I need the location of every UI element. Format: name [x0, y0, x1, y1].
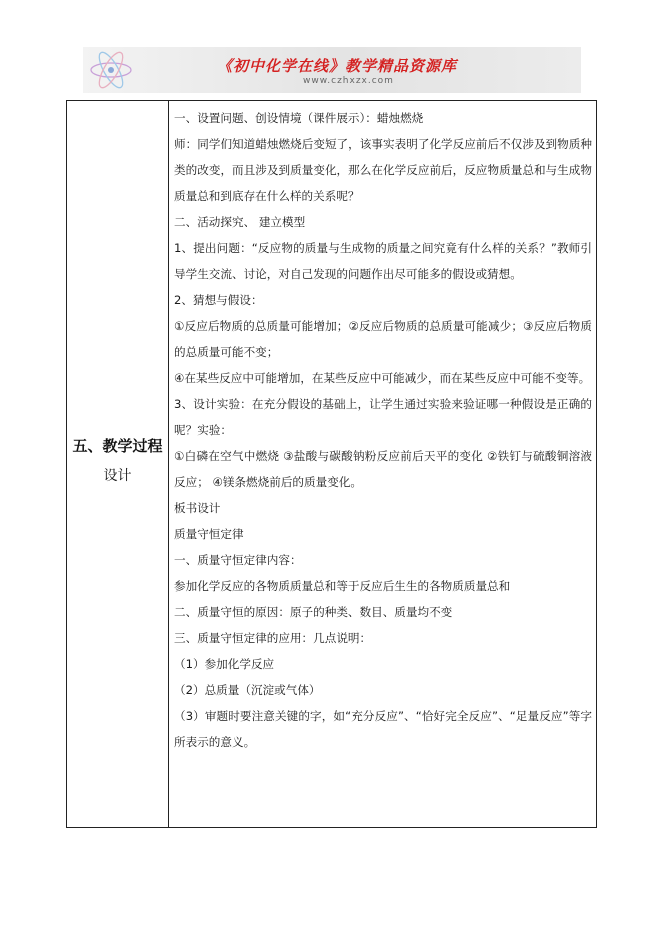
lesson-table — [66, 100, 597, 828]
content-line: ①白磷在空气中燃烧 ③盐酸与碳酸钠粉反应前后天平的变化 ②铁钉与硫酸铜溶液反应； ④镁条燃烧前后的质量变化。 — [174, 449, 592, 489]
content-line: 一、质量守恒定律内容： — [174, 553, 302, 567]
content-line: 二、活动探究、 建立模型 — [174, 215, 306, 229]
column-divider — [168, 101, 169, 827]
content-line: ①反应后物质的总质量可能增加；②反应后物质的总质量可能减少；③反应后物质的总质量可能不变； — [174, 319, 592, 359]
lesson-content — [174, 105, 592, 755]
content-line: 质量守恒定律 — [174, 527, 244, 541]
content-line: （3）审题时要注意关键的字，如“充分反应”、“恰好完全反应”、“足量反应”等字所表示的意义。 — [174, 709, 592, 749]
header-url: www.czhxzx.com — [303, 76, 394, 86]
content-line: ④在某些反应中可能增加，在某些反应中可能减少，而在某些反应中可能不变等。 — [174, 371, 591, 385]
section-label — [67, 431, 168, 491]
content-line: 师：同学们知道蜡烛燃烧后变短了，该事实表明了化学反应前后不仅涉及到物质种类的改变，而且涉及到质量变化，那么在化学反应前后，反应物质量总和与生成物质量总和到底存在什么样的关系呢？ — [174, 137, 592, 203]
content-line: 3、设计实验：在充分假设的基础上，让学生通过实验来验证哪一种假设是正确的呢？实验： — [174, 397, 592, 437]
content-line: 一、设置问题、创设情境（课件展示）：蜡烛燃烧 — [174, 111, 424, 125]
header-title: 《初中化学在线》教学精品资源库 — [217, 57, 458, 75]
content-line: 三、质量守恒定律的应用：几点说明： — [174, 631, 372, 645]
content-line: 参加化学反应的各物质质量总和等于反应后生生的各物质质量总和 — [174, 579, 511, 593]
section-label-subtitle: 设计 — [103, 468, 132, 484]
header-banner — [83, 47, 581, 93]
content-line: （1）参加化学反应 — [174, 657, 275, 671]
content-line: 二、质量守恒的原因：原子的种类、数目、质量均不变 — [174, 605, 453, 619]
content-line: 2、猜想与假设： — [174, 293, 263, 307]
content-line: 1、提出问题：“反应物的质量与生成物的质量之间究竟有什么样的关系？”教师引导学生交流、讨论，对自己发现的问题作出尽可能多的假设或猜想。 — [174, 241, 592, 281]
atom-logo-icon — [85, 49, 137, 91]
section-label-title: 五、教学过程 — [72, 437, 163, 455]
content-line: 板书设计 — [174, 501, 221, 515]
content-line: （2）总质量（沉淀或气体） — [174, 683, 321, 697]
